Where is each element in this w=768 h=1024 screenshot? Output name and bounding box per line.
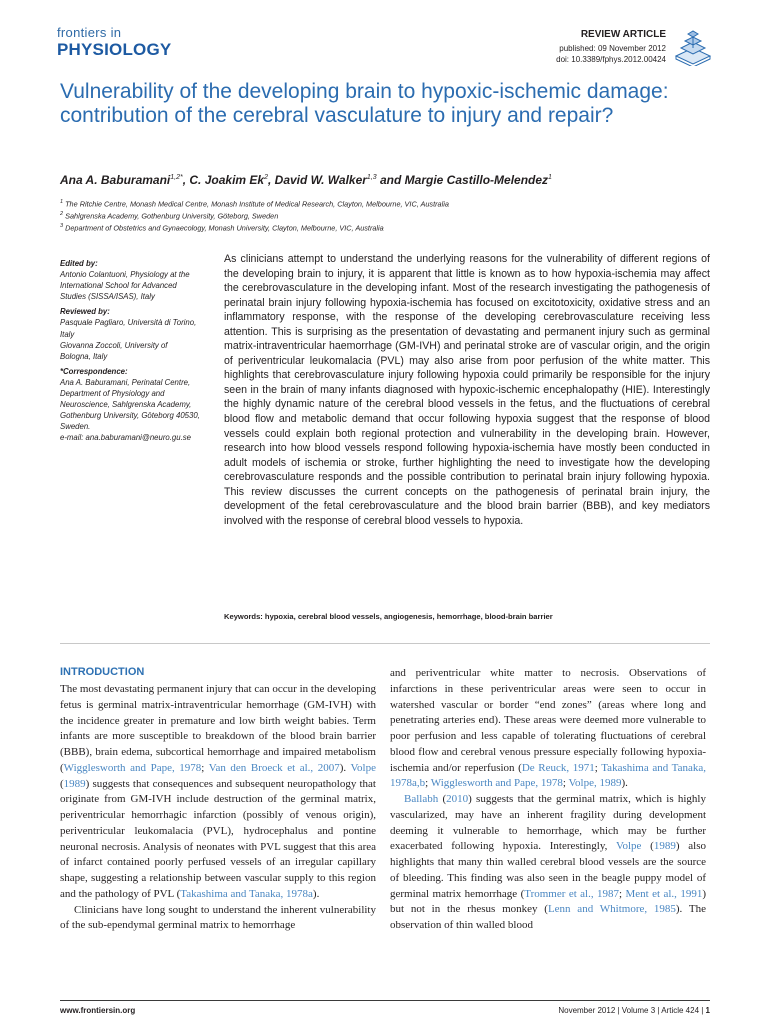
footer-issue-info xyxy=(558,1006,710,1015)
journal-name-line2: PHYSIOLOGY xyxy=(57,40,172,59)
introduction-heading: INTRODUCTION xyxy=(60,666,145,678)
citation-link[interactable]: 1989 xyxy=(63,777,86,790)
publication-info xyxy=(556,43,666,65)
author-affiliation-mark: 1,3 xyxy=(366,174,377,181)
intro-paragraph-3: and periventricular white matter to necrosis. Observations of infarctions in these periventricular areas were seen to occur in watershed vascular or border “end zones” (areas where long and penetrating arteries end). These areas were deemed more vulnerable to poor perfusion and less capable of tolerating fluctuations of cerebral blood flow and cerebral venous pressure especially following hypoxia-ischemia and/or reperfusion (De Reuck, 1971; Takashima and Tanaka, 1978a,b; Wigglesworth and Pape, 1978; Volpe, 1989). xyxy=(390,667,706,790)
journal-name-line1: frontiers in xyxy=(57,25,122,40)
author-name: David W. Walker xyxy=(274,173,367,187)
author-affiliation-mark: 1 xyxy=(548,174,552,181)
affiliation-3: $^3$ Department of Obstetrics and Gynaecology, Monash University, Clayton, Melbourne, VIC, Australia xyxy=(60,223,384,233)
page-number: 1 xyxy=(705,1006,710,1015)
citation-link[interactable]: Ment et al., 1991 xyxy=(625,887,703,900)
author-name: Margie Castillo-Melendez xyxy=(404,173,549,187)
intro-paragraph-2: Clinicians have long sought to understand the inherent vulnerability of the sub-ependymal germinal matrix to hemorrhage xyxy=(60,903,376,932)
intro-paragraph-4: Ballabh (2010) suggests that the germinal matrix, which is highly vascularized, may have an inherent fragility during development deeming it vulnerable to hemorrhage, which may be further exacerbated following hypoxia. Interestingly, Volpe (1989) also highlights that many thin walled cerebral blood vessels are the source of bleeding. This finding was also seen in the beagle puppy model of germinal matrix hemorrhage (Trommer et al., 1987; Ment et al., 1991) but not in the rhesus monkey (Lenn and Whitmore, 1985). The observation of thin walled blood xyxy=(390,793,706,931)
stacked-layers-icon xyxy=(672,26,714,66)
reviewed-by-label: Reviewed by: xyxy=(60,307,110,317)
footer-rule xyxy=(60,1000,710,1001)
citation-link[interactable]: Wigglesworth and Pape, 1978 xyxy=(63,761,202,774)
correspondence-info: Ana A. Baburamani, Perinatal Centre, Department of Physiology and Neuroscience, Sahlgrenska Academy, Gothenburg University, Göteborg 40530, Sweden. xyxy=(60,377,200,432)
editorial-sidebar xyxy=(60,258,200,448)
author-name: Ana A. Baburamani xyxy=(60,173,171,187)
article-type: REVIEW ARTICLE xyxy=(580,29,666,40)
citation-link[interactable]: 1989 xyxy=(653,840,676,853)
keywords: Keywords: hypoxia, cerebral blood vessels, angiogenesis, hemorrhage, blood-brain barrier xyxy=(224,612,553,621)
footer-website[interactable]: www.frontiersin.org xyxy=(60,1006,136,1015)
edited-by-label: Edited by: xyxy=(60,259,98,268)
section-divider xyxy=(60,643,710,644)
author-affiliation-mark: 1,2* xyxy=(170,174,183,181)
issue-text: November 2012 | Volume 3 | Article 424 | xyxy=(558,1006,706,1015)
doi: doi: 10.3389/fphys.2012.00424 xyxy=(556,55,666,64)
reviewer-2: Giovanna Zoccoli, University of Bologna, Italy xyxy=(60,340,168,361)
reviewer-1: Pasquale Pagliaro, Università di Torino, Italy xyxy=(60,318,197,339)
citation-link[interactable]: De Reuck, 1971 xyxy=(521,761,595,774)
citation-link[interactable]: Ballabh xyxy=(404,793,439,805)
affiliation-2: $^2$ Sahlgrenska Academy, Gothenburg University, Göteborg, Sweden xyxy=(60,211,279,221)
citation-link[interactable]: Wigglesworth and Pape, 1978 xyxy=(430,777,563,790)
citation-link[interactable]: Volpe xyxy=(350,761,376,774)
correspondence-email[interactable]: e-mail: ana.baburamani@neuro.gu.se xyxy=(60,433,192,443)
citation-link[interactable]: Takashima and Tanaka, 1978a xyxy=(180,887,313,900)
body-column-left xyxy=(60,682,376,934)
author-affiliation-mark: 2 xyxy=(264,174,268,181)
abstract: As clinicians attempt to understand the underlying reasons for the vulnerability of different regions of the developing brain to injury, it is apparent that little is known as to how hypoxia-ischemia may affect the cerebrovasculature in the developing infant. Most of the research investigating the pathogenesis of perinatal brain injury following hypoxia-ischemia has focused on excitotoxicity, oxidative stress and an inflammatory response, with the response of the developing cerebrovasculature receiving less attention. This is surprising as the presentation of devastating and permanent injury such as germinal matrix-intraventricular haemorrhage (GM-IVH) and perinatal stroke are of vascular origin, and the origin of periventricular leukomalacia (PVL) may also arise from poor perfusion of the white matter. This highlights that cerebrovasculature injury following hypoxia could primarily be responsible for the injury seen in the brain of many infants diagnosed with hypoxic-ischemic encephalopathy (HIE). Interestingly the highly dynamic nature of the cerebral blood vessels in the fetus, and the fluctuations of cerebral blood flow and metabolic demand that occur following hypoxia suggest that the response of blood vessels could explain both regional protection and vulnerability in the developing brain. However, research into how blood vessels respond following hypoxia-ischemia have mostly been conducted in adult models of ischemia or stroke, further highlighting the need to investigate how the developing cerebrovasculature responds and the possible contribution to perinatal brain injury following hypoxia. This review discusses the current concepts on the pathogenesis of perinatal brain injury, the development of the fetal cerebrovasculature and the blood brain barrier (BBB), and key mediators involved with the response of cerebral blood vessels to hypoxia. xyxy=(224,253,710,527)
author-name: C. Joakim Ek xyxy=(189,173,265,187)
intro-paragraph-1: The most devastating permanent injury that can occur in the developing fetus is germinal matrix-intraventricular hemorrhage (GM-IVH) with the incidence greater in premature and low birth weight babies. Term infants are more susceptible to breakdown of the blood brain barrier (BBB), brain edema, subcortical hemorrhage and impaired metabolism (Wigglesworth and Pape, 1978; Van den Broeck et al., 2007). Volpe (1989) suggests that consequences and subsequent neuropathology that originate from GM-IVH include destruction of the germinal matrix, periventricular hemorrhagic infarction (possibly of venous origin), periventricular leukomalacia (PVL), hydrocephalus and pontine neuronal necrosis. Analysis of neonates with PVL suggest that this area of infarct contained poorly perfused vessels of an irregular capillary shape, suggesting a relationship between vascular supply to this region and the pathology of PVL (Takashima and Tanaka, 1978a). xyxy=(60,683,376,900)
correspondence-label: *Correspondence: xyxy=(60,366,128,376)
citation-link[interactable]: Lenn and Whitmore, 1985 xyxy=(547,903,676,916)
published-date: published: 09 November 2012 xyxy=(559,44,666,53)
body-column-right xyxy=(390,666,706,934)
article-title: Vulnerability of the developing brain to hypoxic-ischemic damage: contribution of the cerebral vasculature to injury and repair? xyxy=(60,80,669,127)
citation-link[interactable]: 2010 xyxy=(446,793,469,805)
citation-link[interactable]: Volpe, 1989 xyxy=(568,777,622,790)
author-list: Ana A. Baburamani$^{1,2*}$, C. Joakim Ek$^2$, David W. Walker$^{1,3}$ and Margie Castillo-Melendez$^1$ xyxy=(60,173,552,187)
affiliation-1: $^1$ The Ritchie Centre, Monash Medical Centre, Monash Institute of Medical Research, Clayton, Melbourne, VIC, Australia xyxy=(60,199,449,209)
citation-link[interactable]: Van den Broeck et al., 2007 xyxy=(208,761,340,774)
citation-link[interactable]: Volpe xyxy=(615,840,642,853)
citation-link[interactable]: Trommer et al., 1987 xyxy=(524,887,620,900)
citation-link[interactable]: Takashima and Tanaka, 1978a,b xyxy=(390,761,706,790)
editor-info: Antonio Colantuoni, Physiology at the International School for Advanced Studies (SISSA/ISAS), Italy xyxy=(60,270,190,302)
